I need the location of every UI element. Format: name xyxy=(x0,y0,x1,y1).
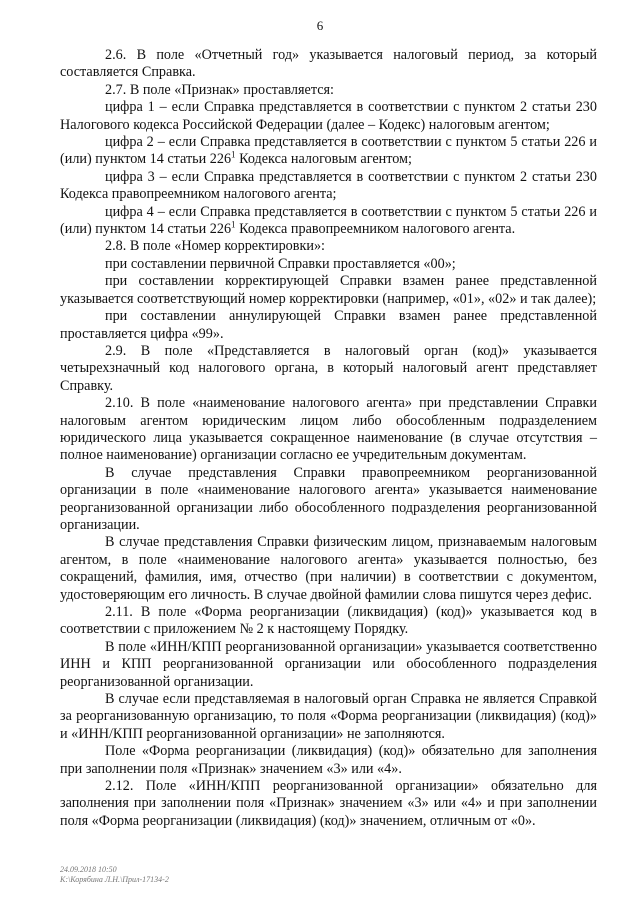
paragraph-inn-kpp: В поле «ИНН/КПП реорганизованной организации» указывается соответственно ИНН и КПП реорганизованной организации или обособленного подразделения реорганизованной организации. xyxy=(60,638,597,690)
paragraph-2-9: 2.9. В поле «Представляется в налоговый орган (код)» указывается четырехзначный код налогового органа, в который налоговый агент представляет Справку. xyxy=(60,342,597,394)
paragraph-2-7: 2.7. В поле «Признак» проставляется: xyxy=(105,81,334,98)
paragraph-sign-4: цифра 4 – если Справка представляется в соответствии с пунктом 5 статьи 226 и (или) пунктом 14 статьи $226^1$ Кодекса правопреемником налогового агента. xyxy=(60,203,597,238)
document-body xyxy=(60,47,597,830)
paragraph-primary: при составлении первичной Справки проставляется «00»; xyxy=(105,255,456,272)
page-number: 6 xyxy=(316,18,324,33)
paragraph-sign-3: цифра 3 – если Справка представляется в соответствии с пунктом 2 статьи 230 Кодекса правопреемником налогового агента; xyxy=(60,168,597,203)
superscript-one: 1 xyxy=(231,149,236,160)
paragraph-corrective: при составлении корректирующей Справки взамен ранее представленной указывается соответствующий номер корректировки (например, «01», «02» и так далее); xyxy=(60,273,597,307)
paragraph-2-6: 2.6. В поле «Отчетный год» указывается налоговый период, за который составляется Справка. xyxy=(60,47,597,81)
footer-file-path: К:\Корябина Л.Н.\Прил-17134-2 xyxy=(60,875,169,884)
paragraph-2-12: 2.12. Поле «ИНН/КПП реорганизованной организации» обязательно для заполнения при заполнении поля «Признак» значением «3» или «4» и при заполнении поля «Форма реорганизации (ликвидация) (код)» значением, отличным от «0». xyxy=(60,778,597,829)
superscript-one: 1 xyxy=(231,219,236,230)
paragraph-2-10: 2.10. В поле «наименование налогового агента» при представлении Справки налоговым агентом юридическим лицом либо обособленным подразделением юридического лица указывается сокращенное наименование (в случае отсутствия – полное наименование) организации согласно ее учредительным документам. xyxy=(60,395,597,464)
paragraph-annulling: при составлении аннулирующей Справки взамен ранее представленной проставляется цифра «99». xyxy=(60,308,597,342)
paragraph-mandatory-form: Поле «Форма реорганизации (ликвидация) (код)» обязательно для заполнения при заполнении поля «Признак» значением «3» или «4». xyxy=(60,743,597,777)
paragraph-not-filled: В случае если представляемая в налоговый орган Справка не является Справкой за реорганизованную организацию, то поля «Форма реорганизации (ликвидация) (код)» и «ИНН/КПП реорганизованной организации» не заполняются. xyxy=(60,691,597,742)
document-footer xyxy=(60,865,169,885)
paragraph-successor: В случае представления Справки правопреемником реорганизованной организации в поле «наименование налогового агента» указывается наименование реорганизованной организации либо обособленного подразделения реорганизованной организации. xyxy=(60,464,597,533)
paragraph-2-11: 2.11. В поле «Форма реорганизации (ликвидация) (код)» указывается код в соответствии с приложением № 2 к настоящему Порядку. xyxy=(60,604,597,638)
paragraph-sign-1: цифра 1 – если Справка представляется в соответствии с пунктом 2 статьи 230 Налогового кодекса Российской Федерации (далее – Кодекс) налоговым агентом; xyxy=(60,99,597,133)
footer-timestamp: 24.09.2018 10:50 xyxy=(60,865,117,874)
paragraph-2-8: 2.8. В поле «Номер корректировки»: xyxy=(105,238,325,255)
paragraph-sign-2: цифра 2 – если Справка представляется в соответствии с пунктом 5 статьи 226 и (или) пунктом 14 статьи $226^1$ Кодекса налоговым агентом; xyxy=(60,134,597,168)
paragraph-individual: В случае представления Справки физическим лицом, признаваемым налоговым агентом, в поле «наименование налогового агента» указывается полностью, без сокращений, фамилия, имя, отчество (при наличии) в соответствии с документом, удостоверяющим его личность. В случае двойной фамилии слова пишутся через дефис. xyxy=(60,534,597,603)
